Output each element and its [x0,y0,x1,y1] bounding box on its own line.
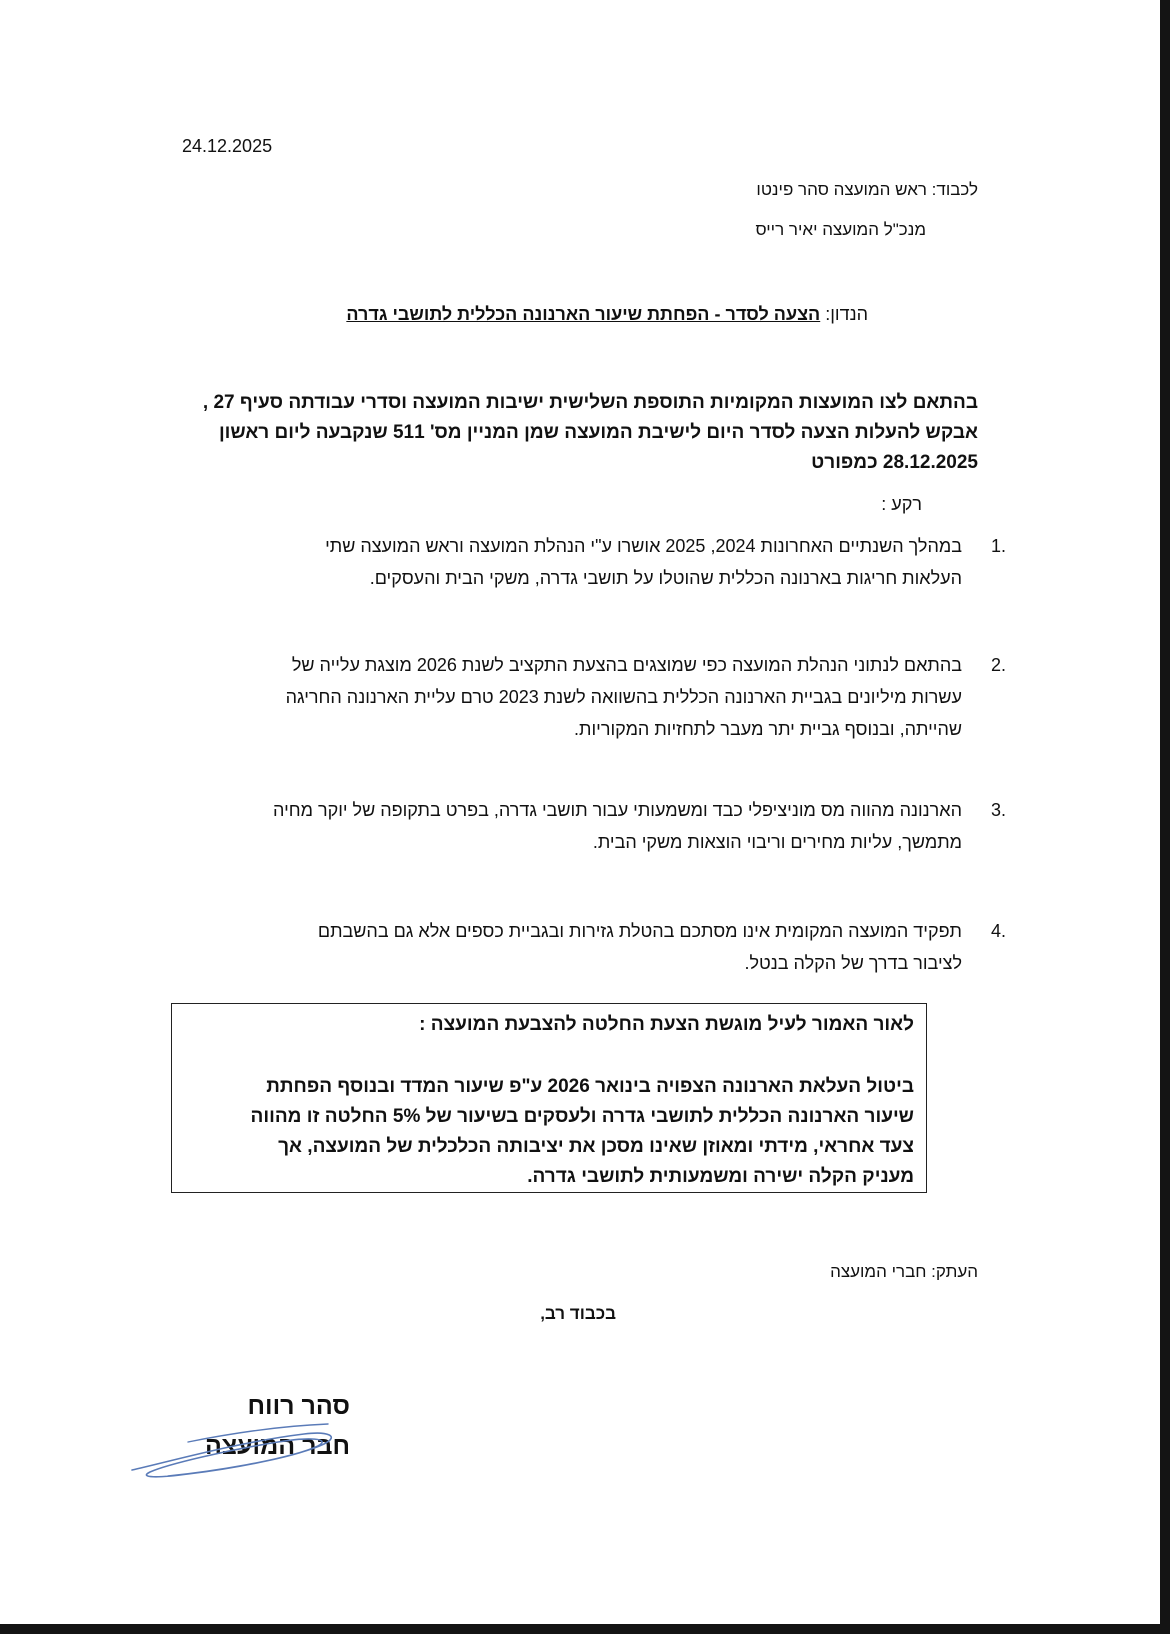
list-item [182,649,1006,745]
copy-line: העתק: חברי המועצה [830,1262,978,1281]
list-item-number: 1. [990,536,1006,556]
list-item-number: 3. [990,800,1006,820]
list-item [182,915,1006,979]
intro-line-2: אבקש להעלות הצעה לסדר היום לישיבת המועצה שמן המניין מס' 511 שנקבעה ליום ראשון [218,422,978,443]
recipient-line-1: לכבוד: ראש המועצה סהר פינטו [756,180,978,199]
signer-title: חבר המועצה [204,1432,350,1460]
handwritten-signature [128,1412,348,1482]
list-item [182,530,1006,594]
list-item-line: מתמשך, עליות מחירים וריבוי הוצאות משקי הבית. [592,832,962,852]
list-item-line: לציבור בדרך של הקלה בנטל. [744,953,962,973]
proposal-box [171,1003,927,1193]
intro-line-1: בהתאם לצו המועצות המקומיות התוספת השלישית ישיבות המועצה וסדרי עבודתה סעיף 27 , [202,392,978,413]
list-item-line: בהתאם לנתוני הנהלת המועצה כפי שמוצגים בהצעת התקציב לשנת 2026 מוצגת עלייה של [291,655,962,675]
closing-regards: בכבוד רב, [540,1304,616,1323]
signer-name: סהר רווח [247,1392,350,1420]
letter-date: 24.12.2025 [182,136,273,156]
background-label: רקע : [881,494,922,514]
proposal-line: צעד אחראי, מידתי ומאוזן שאינו מסכן את יציבותה הכלכלית של המועצה, אך [278,1136,914,1157]
list-item-line: העלאות חריגות בארנונה הכללית שהוטלו על תושבי גדרה, משקי הבית והעסקים. [369,568,962,588]
subject-line [346,304,868,325]
proposal-line: שיעור הארנונה הכללית לתושבי גדרה ולעסקים בשיעור של 5% החלטה זו מהווה [250,1106,914,1127]
list-item-line: במהלך השנתיים האחרונות 2024, 2025 אושרו ע"י הנהלת המועצה וראש המועצה שתי [325,536,962,556]
intro-line-3: 28.12.2025 כמפורט [811,452,978,473]
intro-paragraph [163,388,978,478]
list-item-number: 4. [990,921,1006,941]
proposal-heading: לאור האמור לעיל מוגשת הצעת החלטה להצבעת המועצה : [419,1014,914,1035]
list-item-line: עשרות מיליונים בגביית הארנונה הכללית בהשוואה לשנת 2023 טרם עליית הארנונה החריגה [285,687,962,707]
list-item-line: הארנונה מהווה מס מוניציפלי כבד ומשמעותי עבור תושבי גדרה, בפרט בתקופה של יוקר מחיה [273,800,962,820]
list-item-line: תפקיד המועצה המקומית אינו מסתכם בהטלת גזירות ובגביית כספים אלא גם בהשבתם [317,921,962,941]
subject-text: הצעה לסדר - הפחתת שיעור הארנונה הכללית לתושבי גדרה [346,304,821,324]
recipient-line-2: מנכ"ל המועצה יאיר רייס [755,220,926,239]
list-item-number: 2. [990,655,1006,675]
list-item [182,794,1006,858]
proposal-line: מעניק הקלה ישירה ומשמעותית לתושבי גדרה. [527,1166,914,1187]
proposal-line: ביטול העלאת הארנונה הצפויה בינואר 2026 ע"פ שיעור המדד ובנוסף הפחתת [266,1076,914,1097]
list-item-line: שהייתה, ובנוסף גביית יתר מעבר לתחזיות המקוריות. [574,719,962,739]
subject-prefix: הנדון: [825,304,868,324]
